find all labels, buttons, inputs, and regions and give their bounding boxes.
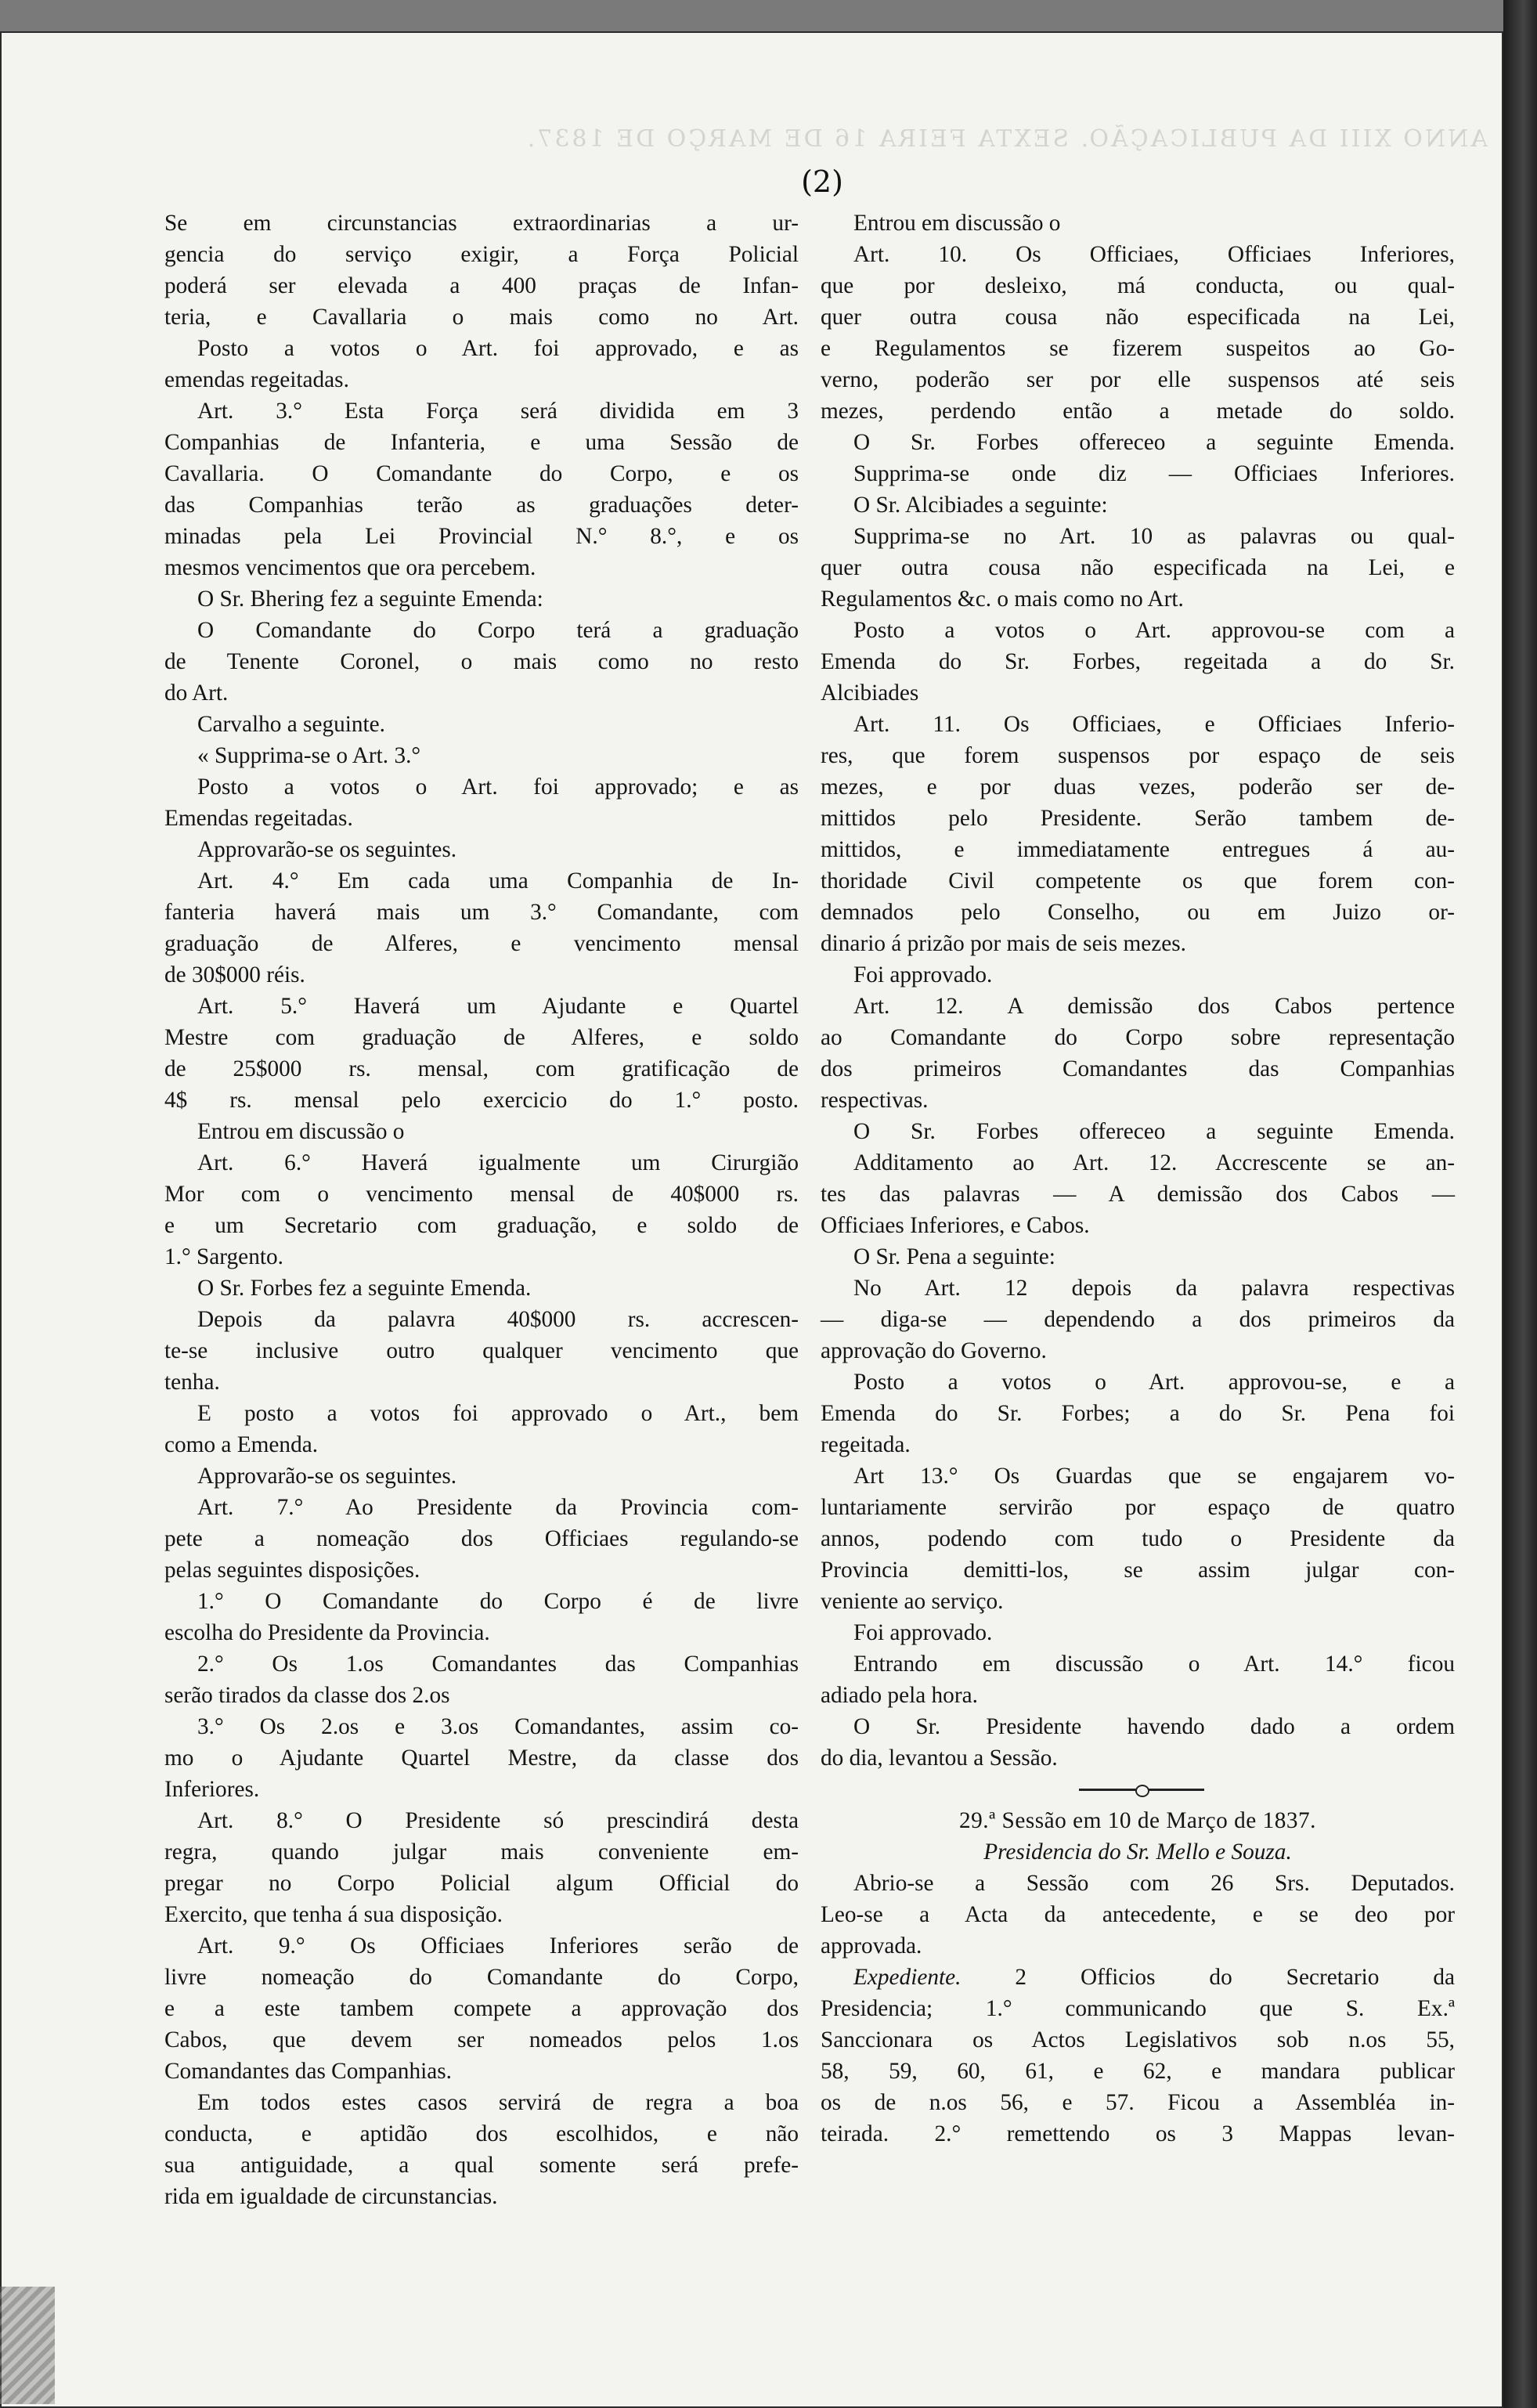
- text-line: O Sr. Forbes offereceo a seguinte Emenda.: [853, 1119, 1455, 1144]
- text-line: que por desleixo, má conducta, ou qual-: [821, 273, 1455, 298]
- text-line: de 30$000 réis.: [164, 962, 305, 987]
- text-line: Posto a votos o Art. approvou-se, e a: [853, 1370, 1455, 1395]
- text-line: 1.° Sargento.: [164, 1244, 283, 1269]
- text-line: Supprima-se onde diz — Officiaes Inferiores.: [853, 461, 1455, 486]
- text-line: fanteria haverá mais um 3.° Comandante, com: [164, 900, 799, 925]
- text-line: os de n.os 56, e 57. Ficou a Assembléa in-: [821, 2090, 1455, 2115]
- text-line: livre nomeação do Comandante do Corpo,: [164, 1965, 799, 1990]
- newspaper-page: [0, 31, 1503, 2408]
- text-line: O Comandante do Corpo terá a graduação: [197, 618, 799, 643]
- text-line: mittidos pelo Presidente. Serão tambem de-: [821, 806, 1455, 831]
- text-line: te-se inclusive outro qualquer vencimento que: [164, 1338, 799, 1363]
- text-line: teria, e Cavallaria o mais como no Art.: [164, 305, 799, 330]
- text-line: Art. 11. Os Officiaes, e Officiaes Inferio-: [853, 712, 1455, 737]
- text-line: pregar no Corpo Policial algum Official do: [164, 1871, 799, 1896]
- text-line: dinario á prizão por mais de seis mezes.: [821, 931, 1186, 956]
- text-line: quer outra cousa não especificada na Lei, e: [821, 555, 1455, 580]
- text-line: Expediente. 2 Officios do Secretario da: [853, 1965, 1455, 1990]
- page-number: (2): [801, 164, 843, 199]
- text-line: Art. 12. A demissão dos Cabos pertence: [853, 994, 1455, 1019]
- right-column: [821, 208, 1455, 2150]
- text-line: Se em circunstancias extraordinarias a ur-: [164, 211, 799, 236]
- text-line: rida em igualdade de circunstancias.: [164, 2184, 498, 2209]
- text-line: respectivas.: [821, 1088, 929, 1113]
- text-line: serão tirados da classe dos 2.os: [164, 1683, 450, 1708]
- text-line: Art. 8.° O Presidente só prescindirá desta: [197, 1808, 799, 1833]
- text-line: tes das palavras — A demissão dos Cabos —: [821, 1182, 1455, 1207]
- text-line: mesmos vencimentos que ora percebem.: [164, 555, 536, 580]
- text-line: Alcibiades: [821, 681, 919, 706]
- text-line: Cavallaria. O Comandante do Corpo, e os: [164, 461, 799, 486]
- text-line: O Sr. Alcibiades a seguinte:: [853, 493, 1108, 518]
- text-line: Em todos estes casos servirá de regra a boa: [197, 2090, 799, 2115]
- text-line: como a Emenda.: [164, 1432, 319, 1457]
- binding-edge: [1503, 0, 1537, 2408]
- text-line: mezes, e por duas vezes, poderão ser de-: [821, 774, 1455, 800]
- text-line: Art. 5.° Haverá um Ajudante e Quartel: [197, 994, 799, 1019]
- text-line: graduação de Alferes, e vencimento mensal: [164, 931, 799, 956]
- text-line: approvação do Governo.: [821, 1338, 1047, 1363]
- text-line: Leo-se a Acta da antecedente, e se deo por: [821, 1902, 1455, 1927]
- text-line: minadas pela Lei Provincial N.° 8.°, e os: [164, 524, 799, 549]
- text-line: Presidencia; 1.° communicando que S. Ex.ª: [821, 1996, 1455, 2021]
- section-divider: [821, 1774, 1455, 1805]
- text-line: Foi approvado.: [853, 962, 993, 987]
- text-line: Posto a votos o Art. approvou-se com a: [853, 618, 1455, 643]
- text-line: Depois da palavra 40$000 rs. accrescen-: [197, 1307, 799, 1332]
- text-line: veniente ao serviço.: [821, 1589, 1004, 1614]
- text-line: gencia do serviço exigir, a Força Policial: [164, 242, 799, 267]
- text-line: das Companhias terão as graduações deter-: [164, 493, 799, 518]
- text-line: Art. 10. Os Officiaes, Officiaes Inferiores,: [853, 242, 1455, 267]
- text-line: annos, podendo com tudo o Presidente da: [821, 1526, 1455, 1551]
- text-line: 2.° Os 1.os Comandantes das Companhias: [197, 1652, 799, 1677]
- text-line: tenha.: [164, 1370, 220, 1395]
- presidency-line: Presidencia do Sr. Mello e Souza.: [983, 1839, 1292, 1865]
- text-line: do dia, levantou a Sessão.: [821, 1746, 1058, 1771]
- text-line: Art. 6.° Haverá igualmente um Cirurgião: [197, 1150, 799, 1175]
- text-line: mittidos, e immediatamente entregues á au-: [821, 837, 1455, 862]
- text-line: e um Secretario com graduação, e soldo de: [164, 1213, 799, 1238]
- text-line: adiado pela hora.: [821, 1683, 978, 1708]
- text-line: Mestre com graduação de Alferes, e soldo: [164, 1025, 799, 1050]
- text-line: Entrando em discussão o Art. 14.° ficou: [853, 1652, 1455, 1677]
- text-line: poderá ser elevada a 400 praças de Infan-: [164, 273, 799, 298]
- text-line: Art. 9.° Os Officiaes Inferiores serão de: [197, 1933, 799, 1959]
- text-line: pelas seguintes disposições.: [164, 1558, 420, 1583]
- text-line: sua antiguidade, a qual somente será prefe-: [164, 2153, 799, 2178]
- text-line: e Regulamentos se fizerem suspeitos ao Go-: [821, 336, 1455, 361]
- text-line: escolha do Presidente da Provincia.: [164, 1620, 490, 1645]
- text-line: O Sr. Forbes fez a seguinte Emenda.: [197, 1276, 532, 1301]
- left-column: [164, 208, 799, 2212]
- text-line: Companhias de Infanteria, e uma Sessão de: [164, 430, 799, 455]
- text-line: pete a nomeação dos Officiaes regulando-se: [164, 1526, 799, 1551]
- session-heading: 29.ª Sessão em 10 de Março de 1837.: [959, 1808, 1316, 1833]
- text-line: Comandantes das Companhias.: [164, 2059, 452, 2084]
- text-line: O Sr. Bhering fez a seguinte Emenda:: [197, 587, 543, 612]
- text-line: quer outra cousa não especificada na Lei,: [821, 305, 1455, 330]
- text-line: Cabos, que devem ser nomeados pelos 1.os: [164, 2027, 799, 2052]
- text-line: 3.° Os 2.os e 3.os Comandantes, assim co-: [197, 1714, 799, 1739]
- text-line: demnados pelo Conselho, ou em Juizo or-: [821, 900, 1455, 925]
- text-line: emendas regeitadas.: [164, 367, 349, 392]
- text-line: dos primeiros Comandantes das Companhias: [821, 1056, 1455, 1081]
- text-line: do Art.: [164, 681, 229, 706]
- torn-corner: [0, 2287, 55, 2404]
- text-line: No Art. 12 depois da palavra respectivas: [853, 1276, 1455, 1301]
- text-line: O Sr. Forbes offereceo a seguinte Emenda.: [853, 430, 1455, 455]
- text-line: Posto a votos o Art. foi approvado; e as: [197, 774, 799, 800]
- text-line: Additamento ao Art. 12. Accrescente se an-: [853, 1150, 1455, 1175]
- text-line: Carvalho a seguinte.: [197, 712, 385, 737]
- text-line: Art 13.° Os Guardas que se engajarem vo-: [853, 1464, 1455, 1489]
- text-line: Foi approvado.: [853, 1620, 993, 1645]
- text-line: approvada.: [821, 1933, 922, 1959]
- text-line: mezes, perdendo então a metade do soldo.: [821, 399, 1455, 424]
- text-line: Mor com o vencimento mensal de 40$000 rs.: [164, 1182, 799, 1207]
- text-line: luntariamente servirão por espaço de quatro: [821, 1495, 1455, 1520]
- text-line: Approvarão-se os seguintes.: [197, 1464, 457, 1489]
- text-line: O Sr. Pena a seguinte:: [853, 1244, 1055, 1269]
- text-line: Approvarão-se os seguintes.: [197, 837, 457, 862]
- text-line: ao Comandante do Corpo sobre representação: [821, 1025, 1455, 1050]
- text-line: — diga-se — dependendo a dos primeiros da: [821, 1307, 1455, 1332]
- text-line: Abrio-se a Sessão com 26 Srs. Deputados.: [853, 1871, 1455, 1896]
- text-line: regra, quando julgar mais conveniente em-: [164, 1839, 799, 1865]
- text-line: Exercito, que tenha á sua disposição.: [164, 1902, 503, 1927]
- text-line: Entrou em discussão o: [197, 1119, 405, 1144]
- text-line: de Tenente Coronel, o mais como no resto: [164, 649, 799, 674]
- text-line: Supprima-se no Art. 10 as palavras ou qual-: [853, 524, 1455, 549]
- text-line: regeitada.: [821, 1432, 911, 1457]
- text-line: mo o Ajudante Quartel Mestre, da classe dos: [164, 1746, 799, 1771]
- text-line: 4$ rs. mensal pelo exercicio do 1.° posto.: [164, 1088, 799, 1113]
- text-line: conducta, e aptidão dos escolhidos, e não: [164, 2121, 799, 2146]
- text-line: Officiaes Inferiores, e Cabos.: [821, 1213, 1090, 1238]
- text-line: O Sr. Presidente havendo dado a ordem: [853, 1714, 1455, 1739]
- text-line: Art. 7.° Ao Presidente da Provincia com-: [197, 1495, 799, 1520]
- text-line: Emendas regeitadas.: [164, 806, 353, 831]
- bleed-through-header: ANNO XIII DA PUBLICAÇÃO. SEXTA FEIRA 16 DE MARÇO DE 1837.: [525, 125, 1488, 153]
- text-line: Inferiores.: [164, 1777, 260, 1802]
- text-line: « Supprima-se o Art. 3.°: [197, 743, 421, 768]
- text-line: Sanccionara os Actos Legislativos sob n.os 55,: [821, 2027, 1455, 2052]
- text-line: 58, 59, 60, 61, e 62, e mandara publicar: [821, 2059, 1455, 2084]
- text-line: Emenda do Sr. Forbes, regeitada a do Sr.: [821, 649, 1455, 674]
- text-line: thoridade Civil competente os que forem con-: [821, 868, 1455, 894]
- text-line: E posto a votos foi approvado o Art., bem: [197, 1401, 799, 1426]
- text-line: Regulamentos &c. o mais como no Art.: [821, 587, 1184, 612]
- text-line: Art. 3.° Esta Força será dividida em 3: [197, 399, 799, 424]
- text-line: Provincia demitti-los, se assim julgar con-: [821, 1558, 1455, 1583]
- text-line: teirada. 2.° remettendo os 3 Mappas levan-: [821, 2121, 1455, 2146]
- text-line: Art. 4.° Em cada uma Companhia de In-: [197, 868, 799, 894]
- text-line: 1.° O Comandante do Corpo é de livre: [197, 1589, 799, 1614]
- text-line: Entrou em discussão o: [853, 211, 1061, 236]
- text-line: verno, poderão ser por elle suspensos até seis: [821, 367, 1455, 392]
- text-line: Emenda do Sr. Forbes; a do Sr. Pena foi: [821, 1401, 1455, 1426]
- text-line: e a este tambem compete a approvação dos: [164, 1996, 799, 2021]
- text-line: de 25$000 rs. mensal, com gratificação de: [164, 1056, 799, 1081]
- text-line: Posto a votos o Art. foi approvado, e as: [197, 336, 799, 361]
- text-line: res, que forem suspensos por espaço de seis: [821, 743, 1455, 768]
